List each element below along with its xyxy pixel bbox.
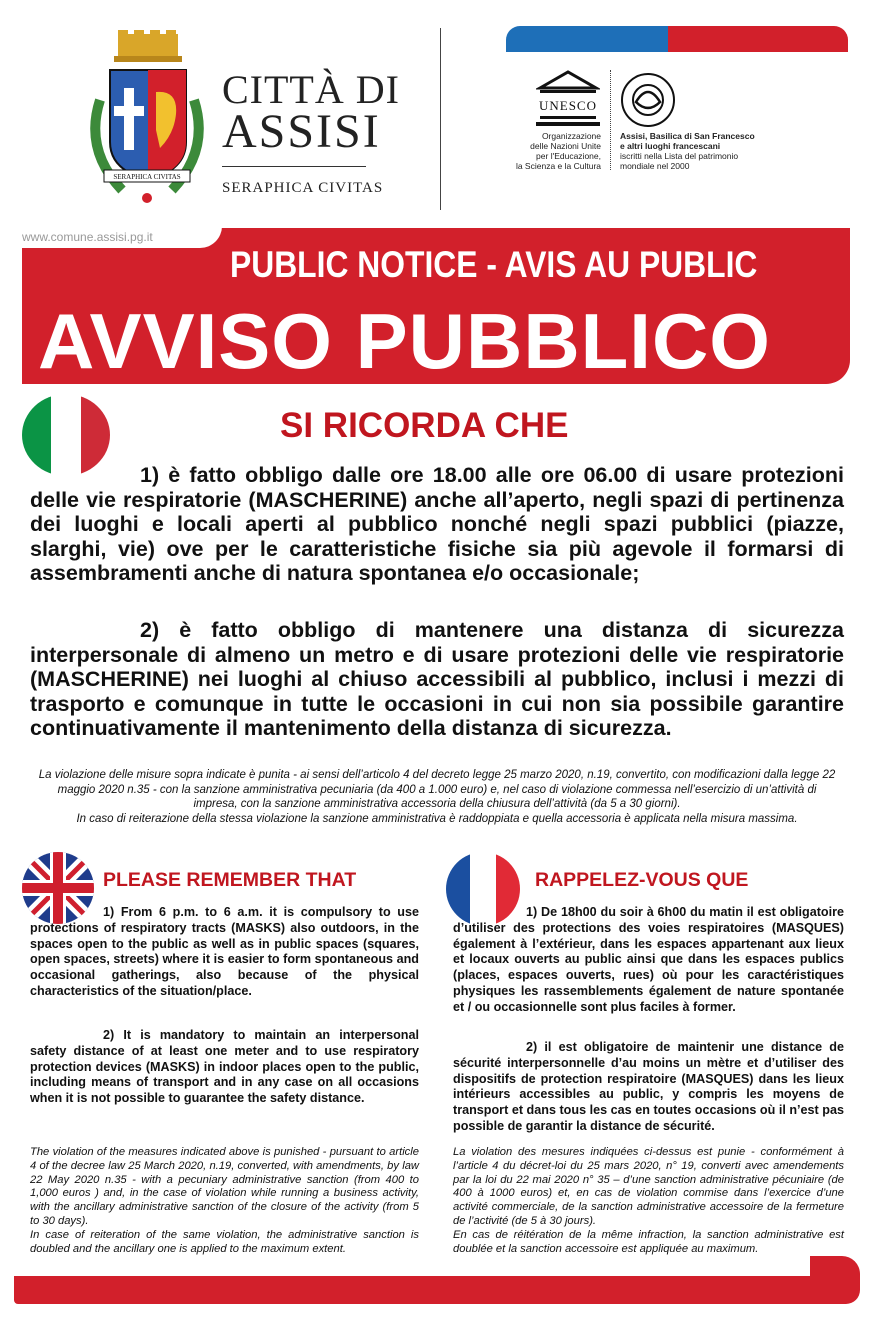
italian-point-1: 1) è fatto obbligo dalle ore 18.00 alle ore 06.00 di usare protezioni delle vie respiratorie (MASCHERINE) anche all’aperto, negli spazi di pertinenza dei luoghi e locali aperti al pubblico nonché negli spazi pubblici (piazze, slarghi, vie) ove per le caratteristiche fisiche sia più agevole il formarsi di assembramenti anche di natura spontanea e/o occasionale; (30, 463, 844, 586)
unesco-wordmark: UNESCO (538, 98, 598, 113)
unesco-dotted-divider (610, 70, 612, 170)
world-heritage-icon (620, 72, 676, 128)
french-sanction-note: La violation des mesures indiquées ci-dessus est punie - conformément à l’article 4 du décret-loi du 25 mars 2020, n° 19, converti avec amendements par la loi du 22 mai 2020 n° 35 – d’une sanction administrative pécuniaire (de 400 à 1000 euros) et, en cas de violation commise dans l’exercice d’une activité commerciale, de la sanction administrative accessoire de la fermeture de l’activité (de 5 à 30 jours). En cas de réitération de la même infraction, la sanction administrative est doublée et la sanction accessoire est appliquée au maximum. (453, 1146, 844, 1255)
city-rule (222, 166, 366, 167)
french-point-2: 2) il est obligatoire de maintenir une distance de sécurité interpersonnelle d’au moins un mètre et d’utiliser des dispositifs de protection respiratoire (MASQUES) dans les lieux intérieurs accessibles au public, y compris les moyens de transport et dans tous les cas en toutes occasions où il n’est pas possible de garantir la distance de sécurité. (453, 1040, 844, 1133)
english-point-1: 1) From 6 p.m. to 6 a.m. it is compulsory to use protections of respiratory tracts (MASKS) also outdoors, in the spaces open to the public as well as in public spaces (squares, open spaces, streets) where it is easier to form spontaneous and occasional gatherings, also because of the physical characteristics of the situation/place. (30, 905, 419, 998)
footer-bar (14, 1276, 860, 1304)
banner-subtitle: PUBLIC NOTICE - AVIS AU PUBLIC (230, 244, 758, 285)
unesco-temple-icon (536, 70, 600, 130)
italian-heading: SI RICORDA CHE (280, 406, 569, 445)
assisi-crest-icon (82, 30, 212, 210)
world-heritage-description: Assisi, Basilica di San Francesco e altri luoghi francescani iscritti nella Lista del patrimonio mondiale nel 2000 (620, 131, 755, 171)
english-point-2: 2) It is mandatory to maintain an interpersonal safety distance of at least one meter and to use respiratory protection devices (MASKS) in indoor places open to the public, including means of transport and in any case on all occasions when it is not possible to guarantee the safety distance. (30, 1028, 419, 1106)
top-blue-stripe (506, 26, 676, 52)
crest-ribbon-text: SERAPHICA CIVITAS (113, 173, 181, 181)
banner-title: AVVISO PUBBLICO (38, 297, 771, 385)
english-heading: PLEASE REMEMBER THAT (103, 869, 357, 891)
unesco-description: Organizzazione delle Nazioni Unite per l'Educazione, la Scienza e la Cultura (515, 131, 601, 171)
website-url: www.comune.assisi.pg.it (22, 230, 153, 244)
english-sanction-note: The violation of the measures indicated above is punished - pursuant to article 4 of the decree law 25 March 2020, n.19, converted, with amendments, by law 22 May 2020 n.35 - with a pecuniary administrative sanction (from 400 to 1,000 euros ) and, in the case of violation while running a business activity, with the ancillary administrative sanction of the closure of the activity (from 5 to 30 days). In case of reiteration of the same violation, the administrative sanction is doubled and the ancillary one is applied to the maximum extent. (30, 1146, 419, 1255)
top-red-stripe (668, 26, 848, 52)
italian-point-2: 2) è fatto obbligo di mantenere una distanza di sicurezza interpersonale di almeno un metro e di usare protezioni delle vie respiratorie (MASCHERINE) nei luoghi al chiuso accessibili al pubblico, inclusi i mezzi di trasporto e comunque in tutte le occasioni in cui non sia possibile garantire continuativamente il mantenimento della distanza di sicurezza. (30, 618, 844, 741)
french-heading: RAPPELEZ-VOUS QUE (535, 869, 749, 891)
french-point-1: 1) De 18h00 du soir à 6h00 du matin il est obligatoire d’utiliser des protections des voies respiratoires (MASQUES) également à l’extérieur, dans les espaces appartenant aux lieux et locaux ouverts au public ainsi que dans les espaces publics (places, espaces ouverts, rues) où pour les caractéristiques physiques les rassemblements également de nature spontanée et / ou occasionnelle sont plus faciles à former. (453, 905, 844, 1014)
italian-sanction-note: La violazione delle misure sopra indicate è punita - ai sensi dell’articolo 4 del decreto legge 25 marzo 2020, n.19, convertito, con modificazioni dalla legge 22 maggio 2020 n.35 - con la sanzione amministrativa pecuniaria (da 400 a 1.000 euro) e, nel caso di violazione commessa nell’esercizio di un’attività di impresa, con la sanzione amministrativa accessoria della chiusura dell’attività (da 5 a 30 giorni). In caso di reiterazione della stessa violazione la sanzione amministrativa è raddoppiata e quella accessoria è applicata nella misura massima. (38, 769, 836, 825)
city-name-line1: CITTÀ DI (222, 67, 400, 112)
city-name-line2: ASSISI (222, 105, 381, 158)
header-divider (440, 28, 441, 210)
city-motto: SERAPHICA CIVITAS (222, 180, 384, 196)
